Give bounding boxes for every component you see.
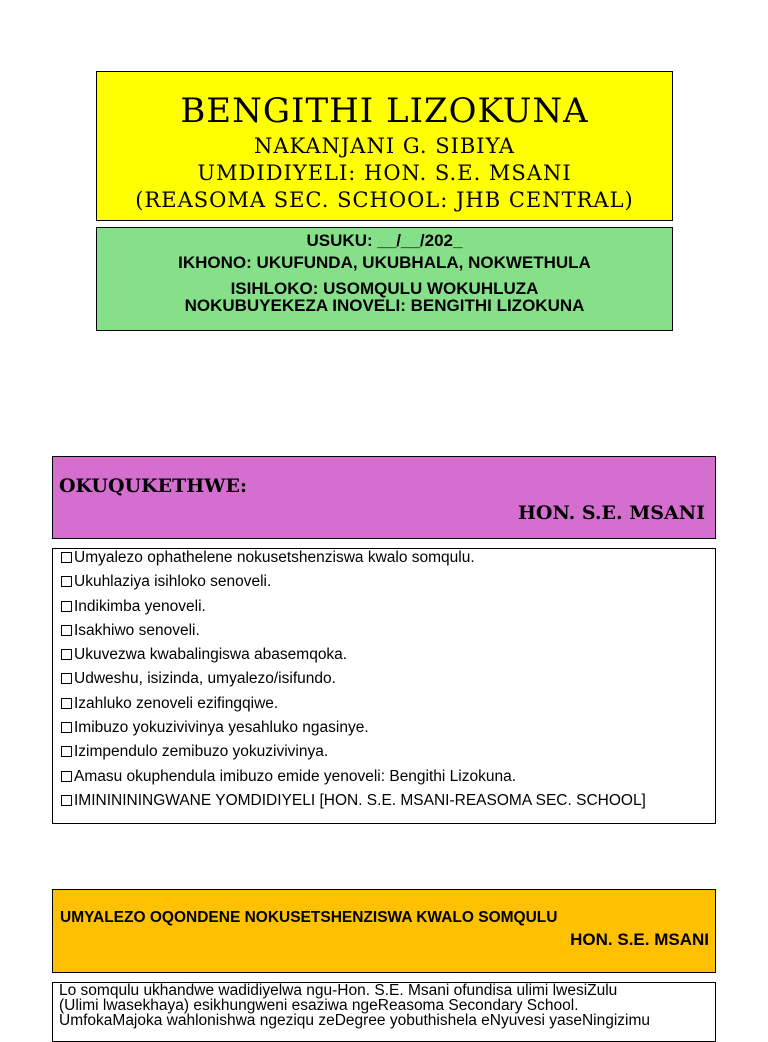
list-item: IMININININGWANE YOMDIDIYELI [HON. S.E. MSANI-REASOMA SEC. SCHOOL] xyxy=(61,789,715,813)
checkbox-bullet-icon xyxy=(61,601,72,612)
list-item: Imibuzo yokuzivivinya yesahluko ngasinye. xyxy=(61,716,715,740)
lesson-info-box xyxy=(96,227,673,331)
list-item: Indikimba yenoveli. xyxy=(61,595,715,619)
section-title: UMYALEZO OQONDENE NOKUSETSHENZISWA KWALO SOMQULU xyxy=(60,909,558,926)
novel-title: BENGITHI LIZOKUNA xyxy=(180,91,589,131)
author-name: NAKANJANI G. SIBIYA xyxy=(253,134,516,158)
lesson-date: USUKU: __/__/202_ xyxy=(306,231,463,250)
list-item: Amasu okuphendula imibuzo emide yenoveli: Bengithi Lizokuna. xyxy=(61,765,715,789)
editor-name: UMDIDIYELI: HON. S.E. MSANI xyxy=(197,161,572,185)
checkbox-bullet-icon xyxy=(61,722,72,733)
checkbox-bullet-icon xyxy=(61,746,72,757)
contents-list xyxy=(52,548,716,824)
lesson-topic-line2: NOKUBUYEKEZA INOVELI: BENGITHI LIZOKUNA xyxy=(184,296,585,315)
checkbox-bullet-icon xyxy=(61,673,72,684)
list-item: Umyalezo ophathelene nokusetshenziswa kwalo somqulu. xyxy=(61,546,715,570)
checkbox-bullet-icon xyxy=(61,649,72,660)
contents-header xyxy=(52,456,716,539)
list-item: Izahluko zenoveli ezifingqiwe. xyxy=(61,692,715,716)
checkbox-bullet-icon xyxy=(61,576,72,587)
contents-author: HON. S.E. MSANI xyxy=(517,502,705,524)
lesson-topic-line1: ISIHLOKO: USOMQULU WOKUHLUZA xyxy=(230,279,539,298)
checkbox-bullet-icon xyxy=(61,698,72,709)
school-name: (REASOMA SEC. SCHOOL: JHB CENTRAL) xyxy=(135,188,634,212)
list-item: Udweshu, isizinda, umyalezo/isifundo. xyxy=(61,667,715,691)
list-item: Ukuhlaziya isihloko senoveli. xyxy=(61,570,715,594)
checkbox-bullet-icon xyxy=(61,552,72,563)
lesson-skills: IKHONO: UKUFUNDA, UKUBHALA, NOKWETHULA xyxy=(178,253,591,272)
body-line: UmfokaMajoka wahlonishwa ngeziqu zeDegree yobuthishela eNyuvesi yaseNingizimu xyxy=(59,1012,651,1029)
list-item: Isakhiwo senoveli. xyxy=(61,619,715,643)
section-author: HON. S.E. MSANI xyxy=(570,930,709,949)
checkbox-bullet-icon xyxy=(61,771,72,782)
body-line: Lo somqulu ukhandwe wadidiyelwa ngu-Hon. S.E. Msani ofundisa ulimi lwesiZulu xyxy=(59,982,618,999)
list-item: Ukuvezwa kwabalingiswa abasemqoka. xyxy=(61,643,715,667)
checkbox-bullet-icon xyxy=(61,795,72,806)
section-header xyxy=(52,889,716,973)
body-text-box xyxy=(52,982,716,1042)
contents-title: OKUQUKETHWE: xyxy=(59,475,247,497)
body-line: (Ulimi lwasekhaya) esikhungweni esaziwa ngeReasoma Secondary School. xyxy=(59,997,579,1014)
checkbox-bullet-icon xyxy=(61,625,72,636)
list-item: Izimpendulo zemibuzo yokuzivivinya. xyxy=(61,740,715,764)
title-box xyxy=(96,71,673,221)
